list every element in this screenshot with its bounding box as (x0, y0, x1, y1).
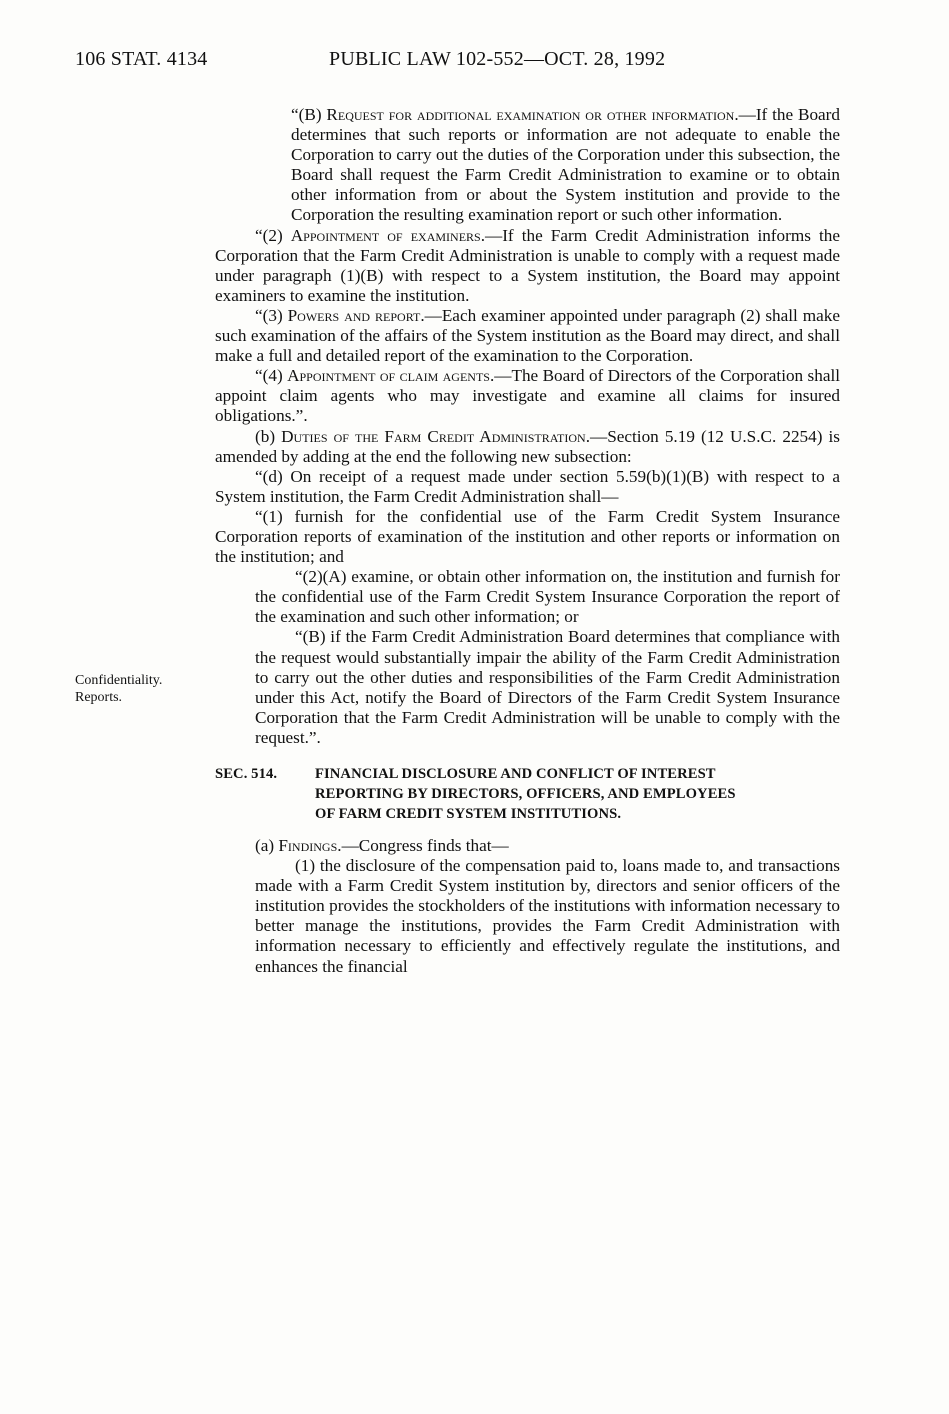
paragraph-2b-notify (215, 627, 840, 748)
paragraph-lead: (b) (255, 426, 282, 446)
public-law-citation: PUBLIC LAW 102-552—OCT. 28, 1992 (329, 48, 666, 70)
paragraph-text: “(1) furnish for the confidential use of the Farm Credit System Insurance Corporation reports of examination of the institution and other reports or information on the institution; and (215, 506, 840, 567)
section-heading (215, 764, 840, 824)
paragraph-lead: “(2) (255, 225, 291, 245)
margin-note-confidentiality: Confidentiality. (75, 673, 163, 688)
paragraph-text: —Each examiner appointed under paragraph (2) shall make such examination of the affairs of the System institution as the Board may direct, and shall make a full and detailed report of the examination to the Corporation. (215, 305, 840, 366)
paragraph-findings-1 (215, 856, 840, 977)
paragraph-text: “(d) On receipt of a request made under section 5.59(b)(1)(B) with respect to a System institution, the Farm Credit Administration shall— (215, 466, 840, 506)
paragraph-text: —If the Board determines that such reports or information are not adequate to enable the Corporation to carry out the duties of the Corporation under this subsection, the Board shall request the Farm Credit Administration to examine or to obtain other information from or about the System institution and provide to the Corporation the resulting examination report or such other information. (291, 105, 840, 225)
paragraph-text: “(2)(A) examine, or obtain other information on, the institution and furnish for the confidential use of the Farm Credit System Insurance Corporation the report of the examination and such other information; or (255, 567, 840, 627)
section-number: SEC. 514. (215, 766, 278, 782)
paragraph-lead: (a) (255, 836, 279, 855)
paragraph-text: —Congress finds that— (341, 836, 509, 855)
page-header (75, 48, 875, 78)
section-spacer (215, 824, 840, 836)
paragraph-2-appointment-examiners (215, 226, 840, 306)
paragraph-2a-examine (215, 567, 840, 627)
paragraph-lead: “(4) (255, 366, 288, 386)
paragraph-heading: Request for additional examination or other information. (326, 105, 739, 124)
section-spacer (215, 748, 840, 764)
section-title-line: FINANCIAL DISCLOSURE AND CONFLICT OF INTEREST (315, 766, 716, 782)
paragraph-heading: Findings. (278, 836, 342, 855)
paragraph-text: —If the Farm Credit Administration informs the Corporation that the Farm Credit Administration is unable to comply with a request made under paragraph (1)(B) with respect to a System institution, the Board may appoint examiners to examine the institution. (215, 225, 840, 305)
section-title-line: REPORTING BY DIRECTORS, OFFICERS, AND EMPLOYEES (315, 786, 736, 802)
body-text-upper (215, 105, 840, 977)
paragraph-text: —Section 5.19 (12 U.S.C. 2254) is amended by adding at the end the following new subsection: (215, 426, 840, 466)
stat-citation: 106 STAT. 4134 (75, 48, 208, 70)
paragraph-a-findings (215, 836, 840, 856)
paragraph-1-furnish (215, 507, 840, 567)
margin-note-reports: Reports. (75, 690, 123, 705)
paragraph-4-claim-agents (215, 366, 840, 426)
paragraph-heading: Duties of the Farm Credit Administration. (281, 426, 591, 446)
paragraph-b-duties-fca (215, 427, 840, 467)
paragraph-text: —The Board of Directors of the Corporation shall appoint claim agents who may investigate and examine all claims for insured obligations.”. (215, 366, 841, 426)
paragraph-d-receipt-request (215, 467, 840, 507)
paragraph-b-request (215, 105, 840, 226)
paragraph-3-powers-report (215, 306, 840, 366)
paragraph-lead: “(B) (291, 105, 327, 124)
paragraph-text: (1) the disclosure of the compensation paid to, loans made to, and transactions made with a Farm Credit System institution by, directors and senior officers of the institution provides the stockholders of the institutions with information necessary to better manage the institutions, provides the Farm Credit Administration with information necessary to efficiently and effectively regulate the institutions, and enhances the financial (255, 856, 840, 976)
paragraph-heading: Powers and report. (287, 305, 425, 325)
paragraph-heading: Appointment of claim agents. (287, 366, 495, 386)
paragraph-text: “(B) if the Farm Credit Administration Board determines that compliance with the request would substantially impair the ability of the Farm Credit Administration to carry out the other duties and responsibilities of the Farm Credit Administration under this Act, notify the Board of Directors of the Farm Credit System Insurance Corporation that the Farm Credit Administration will be unable to comply with the request.”. (255, 627, 840, 747)
paragraph-heading: Appointment of examiners. (290, 225, 485, 245)
section-title-line: OF FARM CREDIT SYSTEM INSTITUTIONS. (315, 806, 622, 822)
paragraph-lead: “(3) (255, 305, 288, 325)
